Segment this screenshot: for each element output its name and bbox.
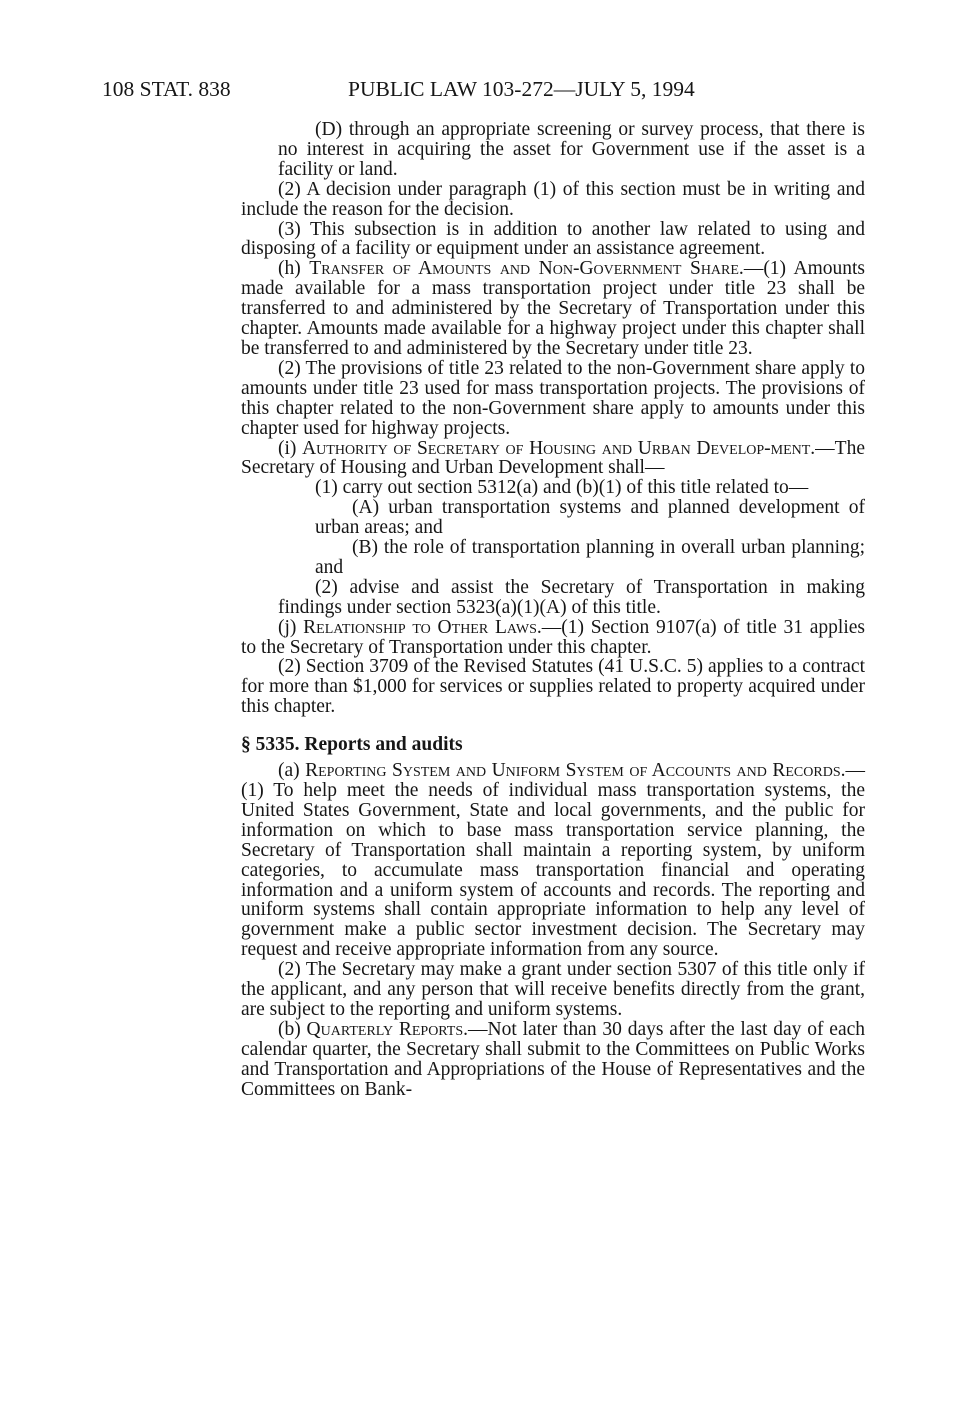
subsection-j-heading: Relationship to Other Laws. [303, 616, 542, 638]
running-head: PUBLIC LAW 103-272—JULY 5, 1994 [348, 77, 695, 101]
subsection-5335-a-text: —(1) To help meet the needs of individual mass transportation systems, the United States Government, State and local governments, and the public for information on which to base mass transportation service planning, the Secretary of Transportation shall maintain a reporting system, by uniform categories, to accumulate mass transportation financial and operating information and a uniform system of accounts and records. The reporting and uniform systems shall contain appropriate information to help any level of government make a public sector investment decision. The Secretary may request and receive appropriate information from any source. [241, 760, 865, 961]
subsection-5335-a [241, 761, 865, 960]
subsection-5335-b-text: —Not later than 30 days after the last day of each calendar quarter, the Secretary shall submit to the Committees on Public Works and Transportation and Appropriations of the House of Representatives and the Committees on Bank- [241, 1018, 866, 1100]
subsection-i-heading: Authority of Secretary of Housing and Urban Develop-ment. [302, 437, 816, 459]
paragraph-h-2: (2) The provisions of title 23 related to the non-Government share apply to amounts under title 23 used for mass transportation projects. The provisions of this chapter related to the non-Government share apply to amounts under this chapter used for highway projects. [241, 357, 865, 439]
subsection-5335-b-marker: (b) [278, 1018, 307, 1040]
page-header [0, 76, 957, 106]
subsection-h [241, 259, 865, 359]
subsection-j [241, 618, 865, 658]
subsection-i-intro: —The Secretary of Housing and Urban Development shall— [241, 437, 865, 479]
page-body [241, 120, 865, 1100]
paragraph-g-3: (3) This subsection is in addition to another law related to using and disposing of a facility or equipment under an assistance agreement. [241, 218, 865, 260]
paragraph-i-1: (1) carry out section 5312(a) and (b)(1) of this title related to— [315, 477, 809, 499]
subsection-5335-a-heading: Reporting System and Uniform System of Accounts and Records. [305, 760, 846, 782]
subsection-j-marker: (j) [278, 616, 304, 638]
subparagraph-i-1-b: (B) the role of transportation planning in overall urban planning; and [315, 537, 865, 578]
paragraph-i-2: (2) advise and assist the Secretary of Transportation in making findings under section 5323(a)(1)(A) of this title. [278, 576, 865, 618]
page-id: 108 STAT. 838 [102, 77, 231, 101]
subsection-h-marker: (h) [278, 258, 310, 280]
subsection-j-text: —(1) Section 9107(a) of title 31 applies to the Secretary of Transportation under this chapter. [241, 616, 865, 658]
subsection-5335-b [241, 1020, 865, 1100]
subparagraph-i-1-a: (A) urban transportation systems and planned development of urban areas; and [315, 497, 865, 539]
subsection-5335-b-heading: Quarterly Reports. [306, 1018, 469, 1040]
subsection-h-text: —(1) Amounts made available for a mass transportation project under title 23 shall be transferred to and administered by the Secretary of Transportation under this chapter. Amounts made available for a highway project under this chapter shall be transferred to and administered by the Secretary under title 23. [241, 258, 866, 359]
paragraph-j-2: (2) Section 3709 of the Revised Statutes (41 U.S.C. 5) applies to a contract for more than $1,000 for services or supplies related to property acquired under this chapter. [241, 656, 865, 718]
subsection-i-marker: (i) [278, 437, 303, 459]
paragraph-5335-a-2: (2) The Secretary may make a grant under section 5307 of this title only if the applicant, and any person that will receive benefits directly from the grant, are subject to the reporting and uniform systems. [241, 959, 865, 1020]
subsection-h-heading: Transfer of Amounts and Non-Government Share. [309, 258, 744, 280]
paragraph-g-1-d: (D) through an appropriate screening or survey process, that there is no interest in acquiring the asset for Government use if the asset is a facility or land. [278, 119, 865, 180]
subsection-i [241, 439, 865, 479]
paragraph-g-2: (2) A decision under paragraph (1) of this section must be in writing and include the reason for the decision. [241, 178, 865, 220]
subsection-5335-a-marker: (a) [278, 760, 306, 782]
section-5335-heading: § 5335. Reports and audits [241, 734, 463, 756]
